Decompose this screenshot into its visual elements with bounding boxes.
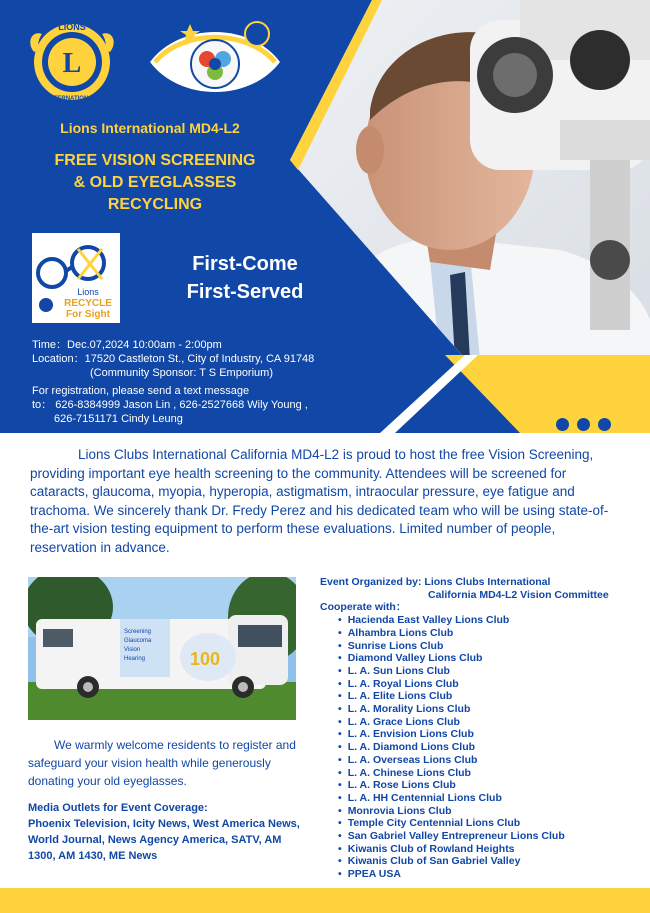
vision-eye-logo xyxy=(145,14,285,104)
lions-logo-bottom-text: INTERNATIONAL xyxy=(47,96,97,102)
lions-logo-top-text: LIONS xyxy=(58,22,86,32)
organized-by-line-2: California MD4-L2 Vision Committee xyxy=(428,588,609,601)
event-location: Location：17520 Castleton St., City of Industry, CA 91748 xyxy=(32,353,315,365)
van-text-4: Hearing xyxy=(124,656,146,662)
registration-line-1: For registration, please send a text message xyxy=(32,385,250,397)
registration-line-2: to： 626-8384999 Jason Lin , 626-2527668 Wily Young , xyxy=(32,399,308,411)
title-line-2: & OLD EYEGLASSES xyxy=(73,174,237,191)
club-list xyxy=(320,614,630,881)
mobile-vision-van-photo xyxy=(28,577,296,720)
list-item: • Monrovia Lions Club xyxy=(338,805,630,818)
list-item: • L. A. Overseas Lions Club xyxy=(338,754,630,767)
organization-name: Lions International MD4-L2 xyxy=(60,120,240,136)
footer-bar xyxy=(0,888,650,913)
fcfs-line-2: First-Served xyxy=(186,281,304,303)
dot-icon xyxy=(556,418,569,431)
first-come-first-served xyxy=(150,250,340,306)
list-item: • Hacienda East Valley Lions Club xyxy=(338,614,630,627)
list-item: • L. A. Sun Lions Club xyxy=(338,665,630,678)
list-item: • L. A. Elite Lions Club xyxy=(338,690,630,703)
media-title: Media Outlets for Event Coverage: xyxy=(28,802,208,814)
list-item: • Diamond Valley Lions Club xyxy=(338,652,630,665)
event-details xyxy=(32,338,314,426)
recycle-for-sight-logo xyxy=(32,233,120,323)
dot-icon xyxy=(598,418,611,431)
list-item: • Temple City Centennial Lions Club xyxy=(338,817,630,830)
list-item: • PPEA USA xyxy=(338,868,630,881)
event-time: Time：Dec.07,2024 10:00am - 2:00pm xyxy=(32,339,222,351)
recycle-logo-line2: RECYCLE xyxy=(64,298,112,309)
list-item: • L. A. Rose Lions Club xyxy=(338,779,630,792)
event-sponsor: (Community Sponsor: T S Emporium) xyxy=(90,367,273,379)
fcfs-line-1: First-Come xyxy=(192,253,298,275)
list-item: • San Gabriel Valley Entrepreneur Lions Club xyxy=(338,830,630,843)
list-item: • L. A. Morality Lions Club xyxy=(338,703,630,716)
recycle-logo-line3: For Sight xyxy=(66,309,110,320)
title-line-3: RECYCLING xyxy=(107,196,203,213)
list-item: • Kiwanis Club of Rowland Heights xyxy=(338,843,630,856)
event-description: Lions Clubs International California MD4-L2 is proud to host the free Vision Screening, providing important eye health screening to the community. Attendees will be screened for cataracts, glaucoma, myopia, hyperopia, astigmatism, intraocular pressure, eye fatigue and trachoma. We sincerely thank Dr. Fredy Perez and his dedicated team who will be using state-of-the-art vision testing equipment to perform these evaluations. Limited number of people, reservation in advance. xyxy=(30,447,609,555)
registration-line-3: 626-7151171 Cindy Leung xyxy=(54,413,183,425)
list-item: • L. A. Royal Lions Club xyxy=(338,678,630,691)
list-item: • Sunrise Lions Club xyxy=(338,640,630,653)
list-item: • L. A. Grace Lions Club xyxy=(338,716,630,729)
welcome-message: We warmly welcome residents to register and safeguard your vision health while generously donating your old eyeglasses. xyxy=(28,738,296,788)
media-list: Phoenix Television, Icity News, West America News, World Journal, News Agency America, SATV, AM 1300, AM 1430, ME News xyxy=(28,818,300,862)
title-line-1: FREE VISION SCREENING xyxy=(54,152,256,169)
cooperate-heading: Cooperate with： xyxy=(320,601,407,614)
van-number: 100 xyxy=(190,649,221,669)
list-item: • L. A. HH Centennial Lions Club xyxy=(338,792,630,805)
list-item: • L. A. Chinese Lions Club xyxy=(338,767,630,780)
recycle-logo-line1: Lions xyxy=(77,287,99,297)
organizers-section xyxy=(320,576,630,881)
organized-by-line-1: Event Organized by: Lions Clubs International xyxy=(320,576,551,588)
media-outlets xyxy=(28,800,303,864)
list-item: • L. A. Envision Lions Club xyxy=(338,728,630,741)
lions-logo-letter: L xyxy=(62,48,82,79)
list-item: • Kiwanis Club of San Gabriel Valley xyxy=(338,855,630,868)
list-item: • Alhambra Lions Club xyxy=(338,627,630,640)
van-text-2: Glaucoma xyxy=(124,638,152,644)
lions-international-logo xyxy=(22,12,122,112)
list-item: • L. A. Diamond Lions Club xyxy=(338,741,630,754)
decorative-dots xyxy=(556,418,619,436)
event-title xyxy=(0,150,310,216)
van-text-1: Screening xyxy=(124,629,152,635)
van-text-3: Vision xyxy=(124,647,141,653)
dot-icon xyxy=(577,418,590,431)
